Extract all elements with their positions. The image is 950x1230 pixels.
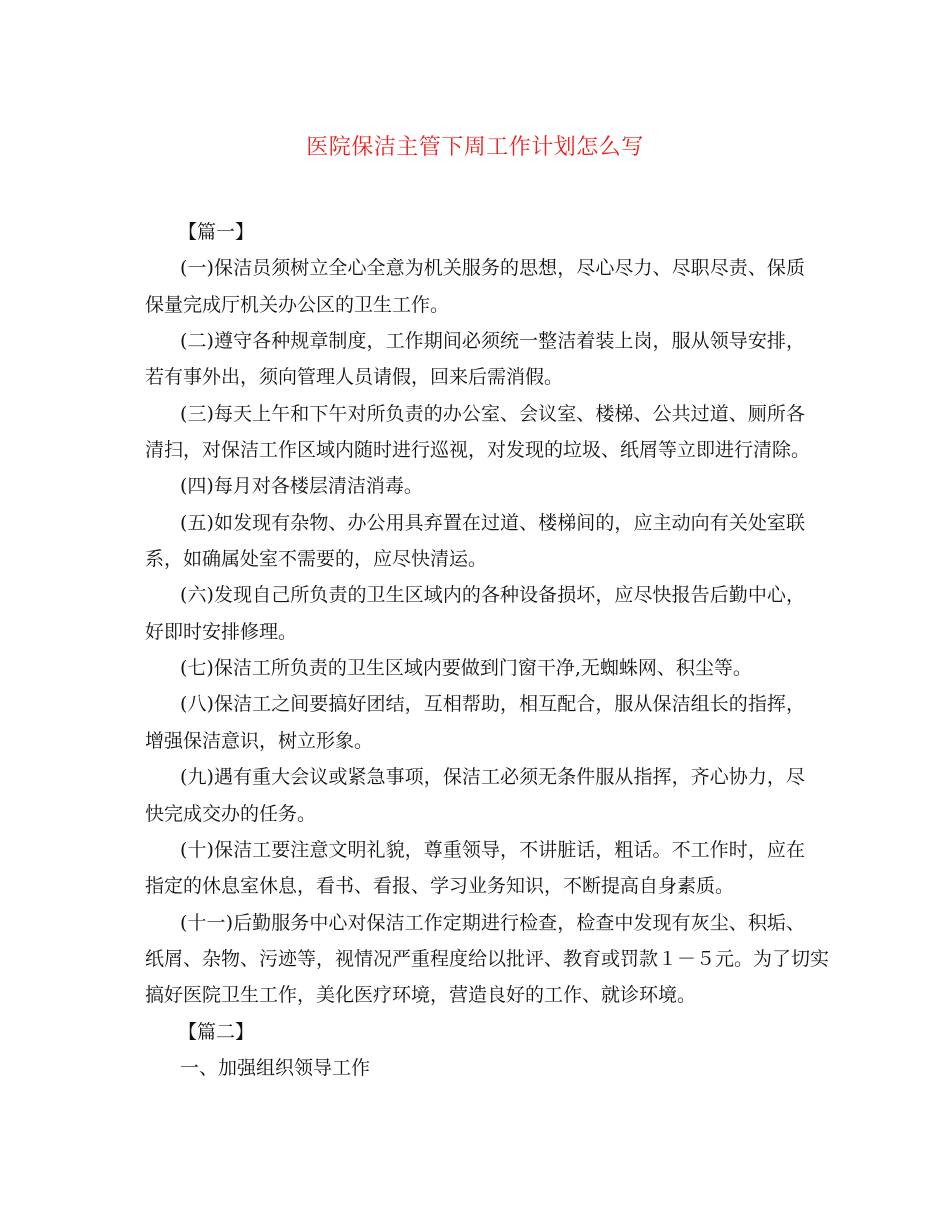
document-body [145, 214, 830, 1086]
document-title: 医院保洁主管下周工作计划怎么写 [306, 135, 644, 160]
paragraph-line: (五)如发现有杂物、办公用具弃置在过道、楼梯间的，应主动向有关处室联 [180, 511, 805, 534]
paragraph-line: 快完成交办的任务。 [145, 802, 317, 825]
paragraph-line: (九)遇有重大会议或紧急事项，保洁工必须无条件服从指挥，齐心协力，尽 [180, 766, 805, 789]
paragraph-line: 若有事外出，须向管理人员请假，回来后需消假。 [145, 366, 564, 389]
paragraph-6 [145, 577, 805, 650]
paragraph-line: (十一)后勤服务中心对保洁工作定期进行检查，检查中发现有灰尘、积垢、 [180, 911, 805, 934]
paragraph-10 [145, 832, 805, 905]
section-heading-2: 【篇二】 [178, 1020, 255, 1043]
paragraph-line: 纸屑、杂物、污迹等，视情况严重程度给以批评、教育或罚款１－５元。为了切实 [145, 947, 830, 970]
paragraph-line: 指定的休息室休息，看书、看报、学习业务知识，不断提高自身素质。 [145, 875, 735, 898]
paragraph-line: 搞好医院卫生工作，美化医疗环境，营造良好的工作、就诊环境。 [145, 984, 697, 1007]
paragraph-line: (七)保洁工所负责的卫生区域内要做到门窗干净,无蜘蛛网、积尘等。 [180, 657, 752, 680]
paragraph-line: 好即时安排修理。 [145, 620, 298, 643]
paragraph-3 [145, 396, 811, 469]
paragraph-7 [145, 650, 805, 686]
paragraph-line: 保量完成厅机关办公区的卫生工作。 [145, 293, 450, 316]
paragraph-line: 系，如确属处室不需要的，应尽快清运。 [145, 548, 488, 571]
paragraph-line: (八)保洁工之间要搞好团结，互相帮助，相互配合，服从保洁组长的指挥， [180, 693, 805, 716]
paragraph-2 [145, 323, 805, 396]
section-heading-1: 【篇一】 [178, 221, 255, 243]
paragraph-line: (三)每天上午和下午对所负责的办公室、会议室、楼梯、公共过道、厕所各 [180, 402, 805, 425]
paragraph-line: (十)保洁工要注意文明礼貌，尊重领导，不讲脏话，粗话。不工作时，应在 [180, 838, 805, 861]
paragraph-line: 一、加强组织领导工作 [180, 1056, 371, 1079]
paragraph-1 [145, 250, 805, 323]
paragraph-line: 增强保洁意识，树立形象。 [145, 729, 374, 752]
paragraph-line: (六)发现自己所负责的卫生区域内的各种设备损坏，应尽快报告后勤中心， [180, 584, 805, 607]
paragraph-4 [145, 468, 805, 504]
paragraph-8 [145, 686, 805, 759]
paragraph-line: (二)遵守各种规章制度，工作期间必须统一整洁着装上岗，服从领导安排， [180, 330, 805, 353]
paragraph-line: (四)每月对各楼层清洁消毒。 [180, 475, 423, 498]
paragraph-11 [145, 905, 830, 1014]
paragraph-12 [145, 1050, 805, 1086]
paragraph-line: 清扫，对保洁工作区域内随时进行巡视，对发现的垃圾、纸屑等立即进行清除。 [145, 439, 811, 462]
paragraph-line: (一)保洁员须树立全心全意为机关服务的思想，尽心尽力、尽职尽责、保质 [180, 257, 805, 280]
paragraph-9 [145, 759, 805, 832]
paragraph-5 [145, 505, 805, 578]
